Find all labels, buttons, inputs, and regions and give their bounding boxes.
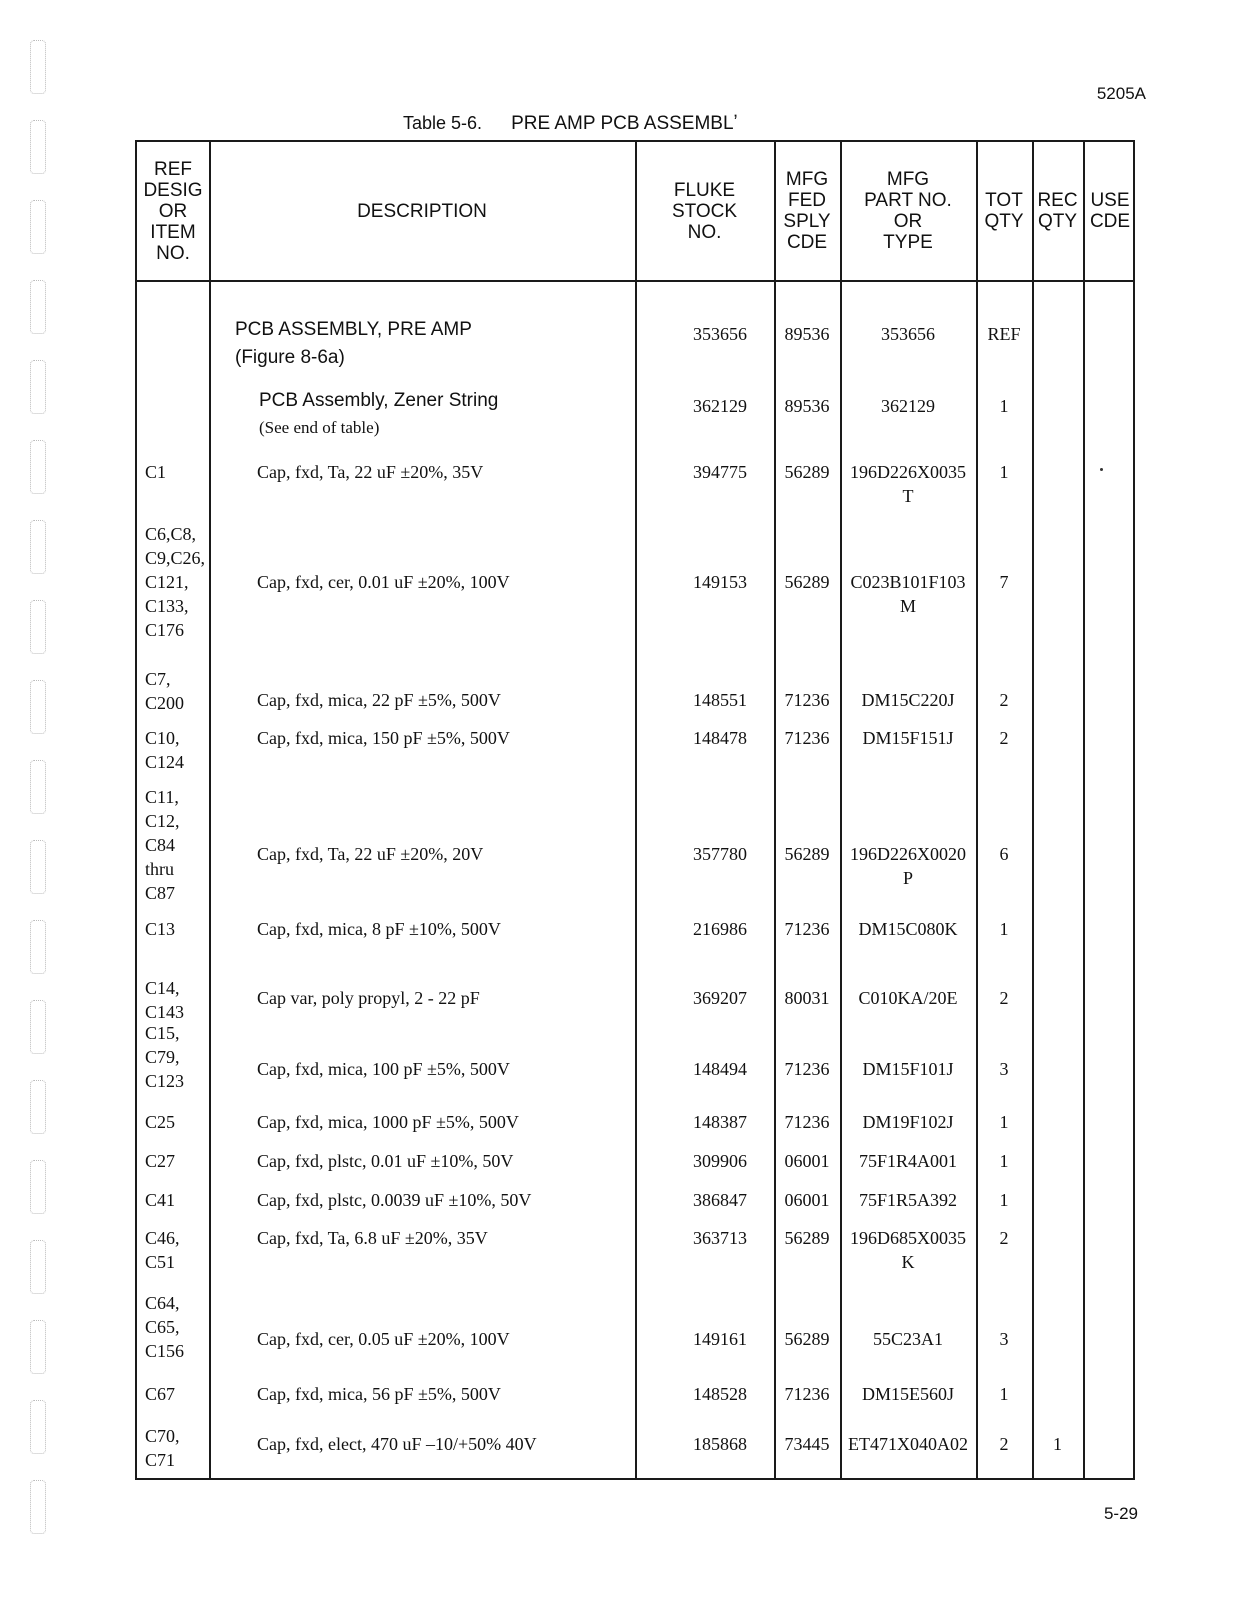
row-stock: 386847: [693, 1190, 747, 1210]
row-desc: Cap, fxd, mica, 8 pF ±10%, 500V: [257, 919, 501, 939]
binding-hole: [30, 840, 46, 894]
binding-hole: [30, 520, 46, 574]
row-stock: 148478: [693, 728, 747, 748]
binding-hole: [30, 1080, 46, 1134]
row-part: DM15C080K: [858, 919, 958, 939]
row-desc: Cap, fxd, mica, 150 pF ±5%, 500V: [257, 728, 510, 748]
subassembly-note: (See end of table): [259, 418, 380, 437]
row-part: 75F1R5A392: [858, 1190, 957, 1210]
row-tot: 2: [999, 988, 1009, 1008]
table-caption: PRE AMP PCB ASSEMBLʼ: [511, 113, 738, 134]
row-tot: 6: [999, 844, 1009, 864]
row-desc: Cap, fxd, mica, 22 pF ±5%, 500V: [257, 690, 501, 710]
row-part: C023B101F103 M: [850, 572, 966, 616]
binding-hole: [30, 1240, 46, 1294]
row-ref-desig: C13: [145, 919, 176, 939]
row-tot: 2: [999, 728, 1009, 748]
row-stock: 216986: [693, 919, 747, 939]
binding-hole: [30, 280, 46, 334]
assembly-tot: REF: [987, 324, 1021, 344]
binding-hole: [30, 1400, 46, 1454]
row-part: 196D226X0035 T: [850, 462, 966, 506]
row-tot: 3: [999, 1329, 1009, 1349]
row-part: 196D685X0035 K: [850, 1228, 966, 1272]
row-stock: 149161: [693, 1329, 747, 1349]
row-desc: Cap, fxd, mica, 56 pF ±5%, 500V: [257, 1384, 501, 1404]
binding-hole: [30, 920, 46, 974]
row-tot: 1: [999, 462, 1009, 482]
row-stock: 185868: [693, 1434, 747, 1454]
header-tot-qty: TOT QTY: [984, 190, 1024, 232]
row-ref-desig: C25: [145, 1112, 176, 1132]
row-mfg: 06001: [784, 1190, 830, 1210]
row-ref-desig: C1: [145, 462, 167, 482]
row-ref-desig: C70, C71: [145, 1426, 180, 1470]
row-ref-desig: C6,C8, C9,C26, C121, C133, C176: [145, 524, 206, 640]
binding-hole: [30, 120, 46, 174]
row-desc: Cap, fxd, elect, 470 uF –10/+50% 40V: [257, 1434, 537, 1454]
row-ref-desig: C27: [145, 1151, 176, 1171]
row-stock: 148494: [693, 1059, 747, 1079]
row-mfg: 71236: [784, 1384, 830, 1404]
row-mfg: 06001: [784, 1151, 830, 1171]
binding-hole: [30, 600, 46, 654]
row-desc: Cap var, poly propyl, 2 - 22 pF: [257, 988, 480, 1008]
row-mfg: 56289: [784, 1329, 830, 1349]
table-label: Table 5-6.: [403, 113, 483, 133]
row-stock: 149153: [693, 572, 747, 592]
row-desc: Cap, fxd, plstc, 0.01 uF ±10%, 50V: [257, 1151, 514, 1171]
row-mfg: 56289: [784, 462, 830, 482]
row-tot: 1: [999, 1112, 1009, 1132]
row-stock: 309906: [693, 1151, 747, 1171]
row-ref-desig: C11, C12, C84 thru C87: [145, 787, 180, 903]
subassembly-stock: 362129: [693, 396, 747, 416]
row-ref-desig: C64, C65, C156: [145, 1293, 185, 1361]
row-tot: 1: [999, 1384, 1009, 1404]
header-rec-qty: REC QTY: [1037, 190, 1078, 232]
header-use-code: USE CDE: [1089, 190, 1131, 232]
header-part-no: MFG PART NO. OR TYPE: [864, 169, 952, 253]
page-number: 5-29: [1103, 1504, 1138, 1523]
assembly-title: PCB ASSEMBLY, PRE AMP: [235, 319, 472, 340]
row-desc: Cap, fxd, cer, 0.05 uF ±20%, 100V: [257, 1329, 510, 1349]
header-ref-desig: REF DESIG OR ITEM NO.: [143, 158, 203, 264]
row-rec: 1: [1053, 1434, 1062, 1454]
row-stock: 148387: [693, 1112, 747, 1132]
row-stock: 148551: [693, 690, 747, 710]
binding-hole: [30, 40, 46, 94]
header-stock-no: FLUKE STOCK NO.: [671, 179, 738, 243]
row-stock: 363713: [693, 1228, 747, 1248]
assembly-mfg: 89536: [784, 324, 830, 344]
row-part: DM15F101J: [862, 1059, 954, 1079]
row-ref-desig: C10, C124: [145, 728, 185, 772]
row-ref-desig: C41: [145, 1190, 176, 1210]
row-mfg: 71236: [784, 1112, 830, 1132]
subassembly-tot: 1: [999, 396, 1009, 416]
row-part: 196D226X0020 P: [850, 844, 966, 888]
header-description: DESCRIPTION: [357, 200, 487, 222]
binding-hole: [30, 440, 46, 494]
row-ref-desig: C15, C79, C123: [145, 1023, 185, 1091]
row-part: ET471X040A02: [848, 1434, 968, 1454]
row-mfg: 71236: [784, 1059, 830, 1079]
row-ref-desig: C46, C51: [145, 1228, 180, 1272]
row-stock: 357780: [693, 844, 747, 864]
row-mfg: 56289: [784, 572, 830, 592]
row-part: DM15F151J: [862, 728, 954, 748]
model-number: 5205A: [1096, 84, 1146, 103]
row-part: DM15C220J: [861, 690, 955, 710]
row-mfg: 71236: [784, 690, 830, 710]
row-mfg: 56289: [784, 844, 830, 864]
row-desc: Cap, fxd, Ta, 22 uF ±20%, 35V: [257, 462, 484, 482]
row-tot: 1: [999, 1151, 1009, 1171]
row-part: 55C23A1: [872, 1329, 943, 1349]
table-title: [403, 113, 738, 135]
stray-mark: [1100, 468, 1103, 471]
binding-hole: [30, 1480, 46, 1534]
binding-hole: [30, 1320, 46, 1374]
row-stock: 394775: [693, 462, 747, 482]
binding-hole: [30, 760, 46, 814]
row-part: DM15E560J: [861, 1384, 954, 1404]
row-tot: 2: [999, 1434, 1009, 1454]
binding-hole: [30, 200, 46, 254]
row-mfg: 71236: [784, 919, 830, 939]
row-desc: Cap, fxd, mica, 100 pF ±5%, 500V: [257, 1059, 510, 1079]
subassembly-title: PCB Assembly, Zener String: [259, 390, 499, 411]
binding-hole: [30, 1000, 46, 1054]
binding-holes: [28, 40, 50, 1560]
binding-hole: [30, 360, 46, 414]
row-desc: Cap, fxd, mica, 1000 pF ±5%, 500V: [257, 1112, 519, 1132]
row-ref-desig: C14, C143: [145, 978, 185, 1022]
row-mfg: 71236: [784, 728, 830, 748]
row-tot: 1: [999, 1190, 1009, 1210]
row-desc: Cap, fxd, Ta, 6.8 uF ±20%, 35V: [257, 1228, 488, 1248]
row-desc: Cap, fxd, cer, 0.01 uF ±20%, 100V: [257, 572, 510, 592]
row-mfg: 73445: [784, 1434, 830, 1454]
row-stock: 148528: [693, 1384, 747, 1404]
parts-list-table: [135, 140, 1135, 1480]
row-tot: 1: [999, 919, 1009, 939]
row-tot: 3: [999, 1059, 1009, 1079]
assembly-stock: 353656: [693, 324, 747, 344]
row-tot: 2: [999, 690, 1009, 710]
row-mfg: 80031: [784, 988, 830, 1008]
subassembly-mfg: 89536: [784, 396, 830, 416]
row-ref-desig: C7, C200: [145, 669, 185, 713]
assembly-figure: (Figure 8-6a): [235, 347, 345, 368]
binding-hole: [30, 1160, 46, 1214]
subassembly-part: 362129: [881, 396, 935, 416]
row-tot: 7: [999, 572, 1009, 592]
row-desc: Cap, fxd, Ta, 22 uF ±20%, 20V: [257, 844, 484, 864]
row-stock: 369207: [693, 988, 747, 1008]
row-ref-desig: C67: [145, 1384, 176, 1404]
row-part: C010KA/20E: [858, 988, 958, 1008]
row-part: DM19F102J: [862, 1112, 954, 1132]
row-part: 75F1R4A001: [858, 1151, 957, 1171]
row-tot: 2: [999, 1228, 1009, 1248]
header-mfg-code: MFG FED SPLY CDE: [783, 169, 831, 253]
row-mfg: 56289: [784, 1228, 830, 1248]
row-desc: Cap, fxd, plstc, 0.0039 uF ±10%, 50V: [257, 1190, 532, 1210]
binding-hole: [30, 680, 46, 734]
assembly-part: 353656: [881, 324, 935, 344]
